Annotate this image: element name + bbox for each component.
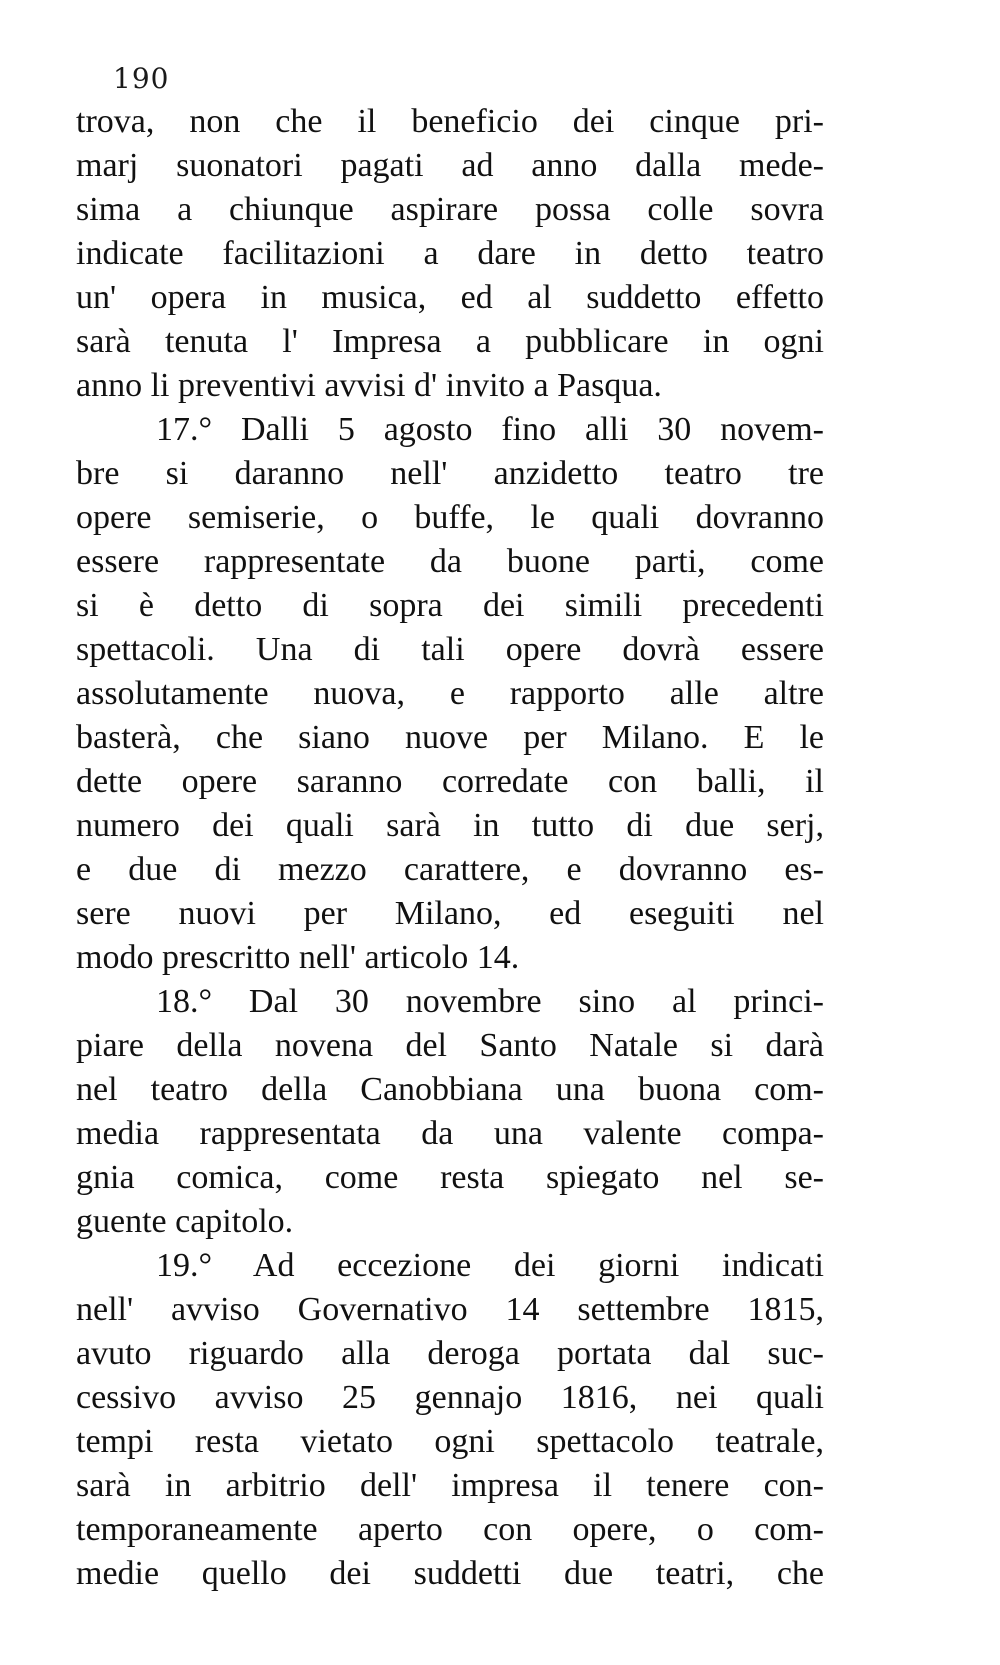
- text-line: gnia comica, come resta spiegato nel se-: [76, 1159, 824, 1196]
- text-line: avuto riguardo alla deroga portata dal suc-: [76, 1335, 824, 1372]
- text-line: trova, non che il beneficio dei cinque pri-: [76, 103, 824, 140]
- text-line: 19.° Ad eccezione dei giorni indicati: [156, 1247, 824, 1284]
- text-line: indicate facilitazioni a dare in detto teatro: [76, 235, 824, 272]
- text-line: sarà in arbitrio dell' impresa il tenere con-: [76, 1467, 824, 1504]
- page-number: 190: [113, 62, 170, 95]
- text-line: piare della novena del Santo Natale si darà: [76, 1027, 824, 1064]
- text-line: medie quello dei suddetti due teatri, che: [76, 1555, 824, 1592]
- text-line: numero dei quali sarà in tutto di due serj,: [76, 807, 824, 844]
- text-line: e due di mezzo carattere, e dovranno es-: [76, 851, 824, 888]
- text-line: sarà tenuta l' Impresa a pubblicare in ogni: [76, 323, 824, 360]
- text-line: sima a chiunque aspirare possa colle sovra: [76, 191, 824, 228]
- text-line: modo prescritto nell' articolo 14.: [76, 939, 520, 976]
- text-line: 18.° Dal 30 novembre sino al princi-: [156, 983, 824, 1020]
- text-line: spettacoli. Una di tali opere dovrà essere: [76, 631, 824, 668]
- text-line: nel teatro della Canobbiana una buona com-: [76, 1071, 824, 1108]
- text-line: assolutamente nuova, e rapporto alle altre: [76, 675, 824, 712]
- text-line: media rappresentata da una valente compa-: [76, 1115, 824, 1152]
- text-line: basterà, che siano nuove per Milano. E le: [76, 719, 824, 756]
- text-line: anno li preventivi avvisi d' invito a Pasqua.: [76, 367, 662, 404]
- text-line: 17.° Dalli 5 agosto fino alli 30 novem-: [156, 411, 824, 448]
- text-line: cessivo avviso 25 gennajo 1816, nei quali: [76, 1379, 824, 1416]
- text-line: opere semiserie, o buffe, le quali dovranno: [76, 499, 824, 536]
- text-line: un' opera in musica, ed al suddetto effetto: [76, 279, 824, 316]
- text-line: dette opere saranno corredate con balli, il: [76, 763, 824, 800]
- text-line: guente capitolo.: [76, 1203, 294, 1240]
- text-line: temporaneamente aperto con opere, o com-: [76, 1511, 824, 1548]
- text-line: essere rappresentate da buone parti, come: [76, 543, 824, 580]
- body-text: [76, 100, 824, 1596]
- text-line: bre si daranno nell' anzidetto teatro tre: [76, 455, 824, 492]
- text-line: tempi resta vietato ogni spettacolo teatrale,: [76, 1423, 824, 1460]
- text-line: nell' avviso Governativo 14 settembre 1815,: [76, 1291, 824, 1328]
- text-line: sere nuovi per Milano, ed eseguiti nel: [76, 895, 824, 932]
- text-line: marj suonatori pagati ad anno dalla mede-: [76, 147, 824, 184]
- text-line: si è detto di sopra dei simili precedenti: [76, 587, 824, 624]
